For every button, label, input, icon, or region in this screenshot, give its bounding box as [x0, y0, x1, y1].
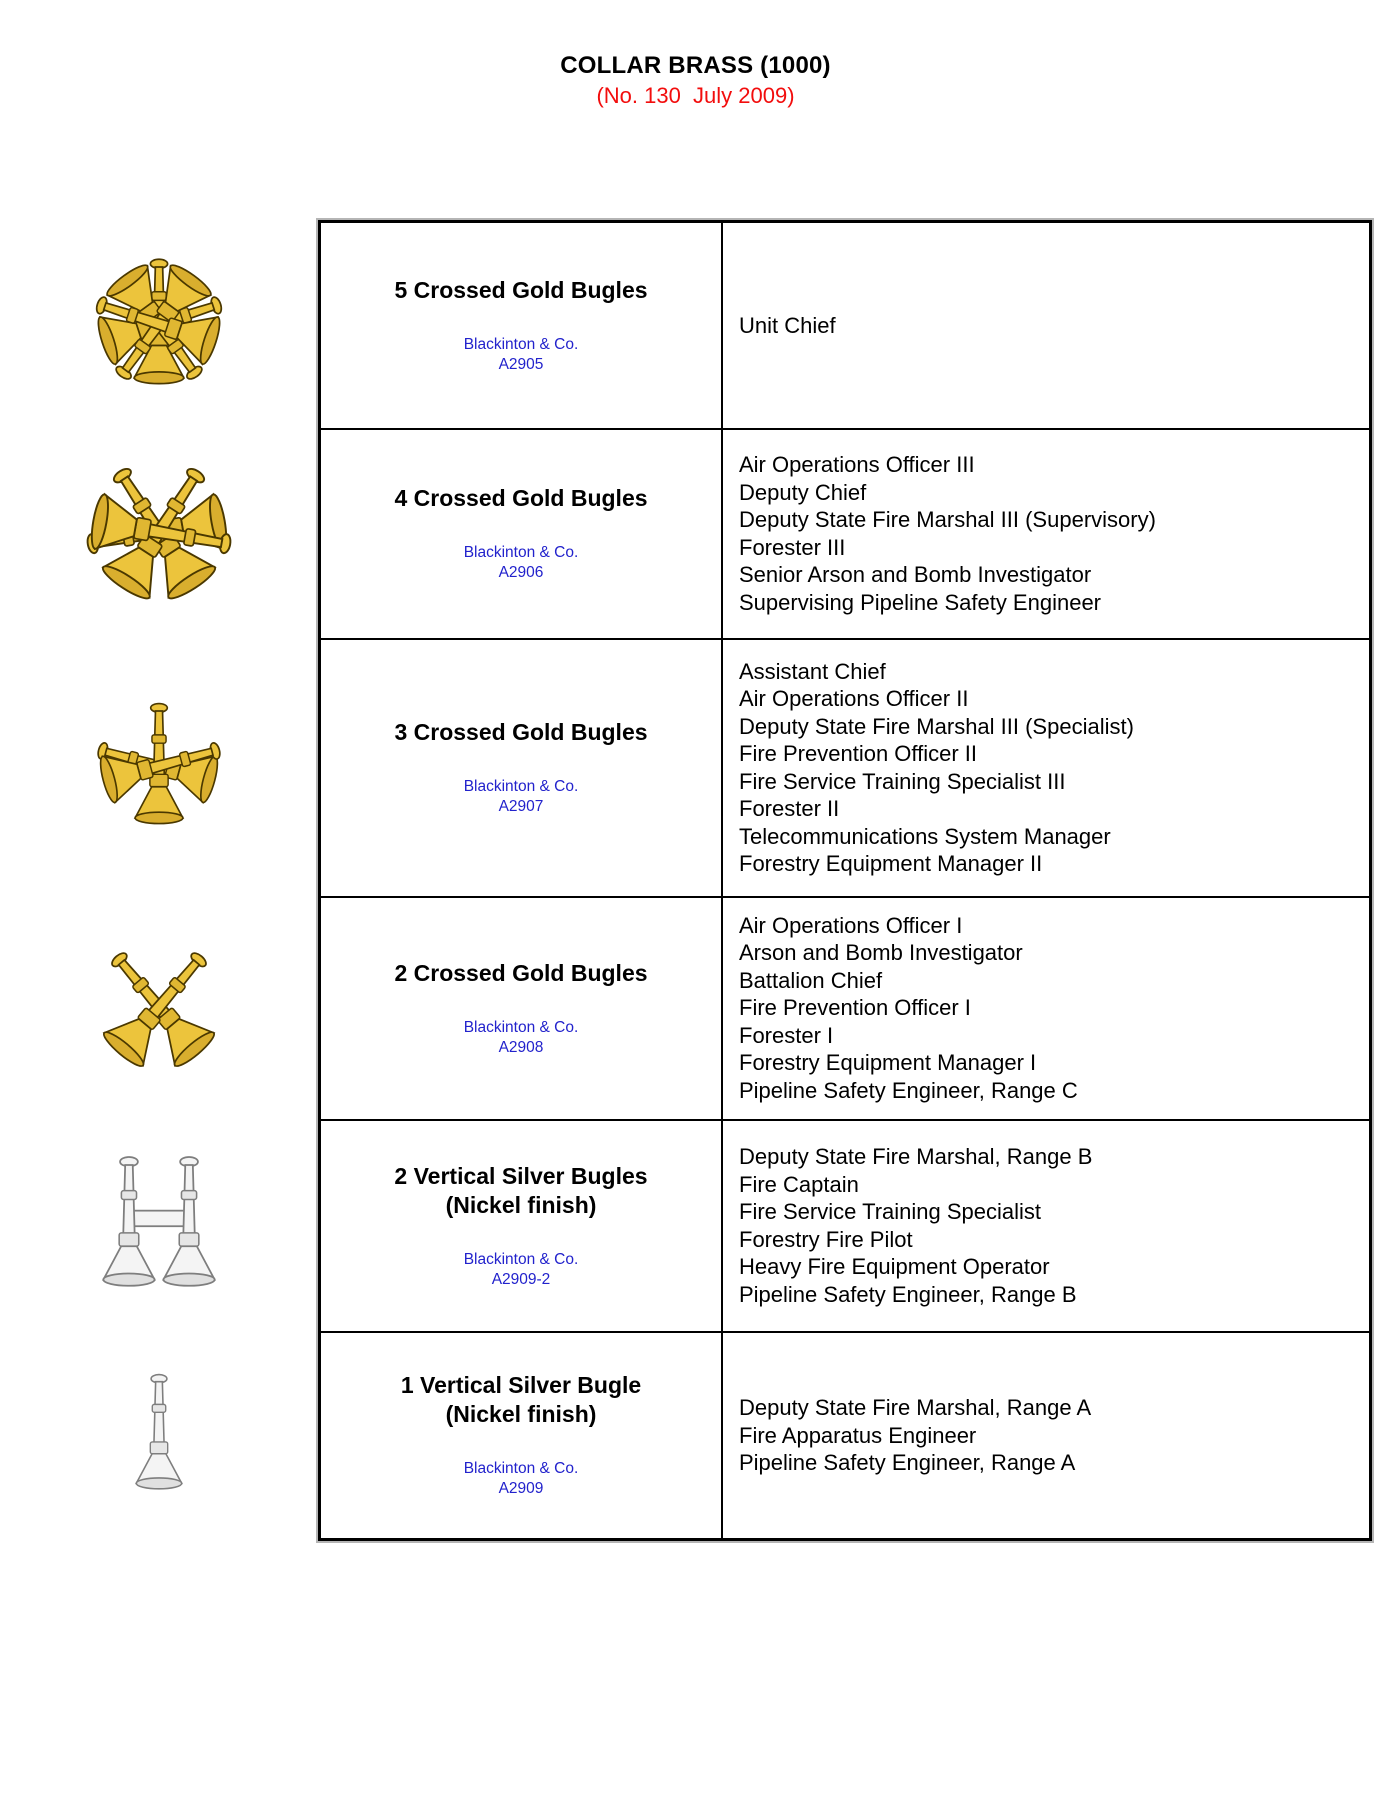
table-row — [320, 429, 1371, 639]
table-row — [320, 897, 1371, 1120]
vendor-block — [331, 777, 711, 817]
table-row — [320, 1332, 1371, 1540]
position-item: Arson and Bomb Investigator — [739, 940, 1023, 966]
position-item: Air Operations Officer III — [739, 452, 975, 477]
collar-brass-table — [318, 220, 1372, 1541]
vendor-block — [331, 1459, 711, 1499]
four-crossed-gold-bugles-icon — [0, 427, 318, 637]
position-item: Forester III — [739, 534, 846, 560]
vendor-name: Blackinton & Co. — [463, 335, 579, 353]
table-row — [320, 639, 1371, 897]
insignia-name: 2 Vertical Silver Bugles — [394, 1162, 648, 1189]
position-item: Battalion Chief — [739, 967, 883, 993]
one-vertical-silver-bugle-icon — [0, 1330, 318, 1538]
page-subtitle: (No. 130 July 2009) — [596, 83, 795, 108]
positions-cell — [722, 1120, 1371, 1332]
part-number: A2906 — [498, 564, 544, 581]
insignia-name: 2 Crossed Gold Bugles — [394, 959, 648, 986]
vendor-name: Blackinton & Co. — [463, 1460, 579, 1478]
insignia-name: 4 Crossed Gold Bugles — [394, 485, 648, 511]
position-item: Fire Service Training Specialist — [739, 1199, 1042, 1224]
position-item: Fire Apparatus Engineer — [739, 1422, 977, 1448]
position-item: Forestry Fire Pilot — [739, 1226, 913, 1252]
insignia-finish: (Nickel finish) — [445, 1401, 597, 1428]
insignia-name: 5 Crossed Gold Bugles — [394, 276, 648, 303]
vendor-name: Blackinton & Co. — [463, 1018, 579, 1036]
insignia-name-cell — [320, 639, 723, 897]
position-item: Supervising Pipeline Safety Engineer — [739, 589, 1102, 615]
part-number: A2909 — [498, 1480, 544, 1498]
position-item: Forestry Equipment Manager I — [739, 1050, 1037, 1076]
position-item: Assistant Chief — [739, 658, 886, 684]
vendor-name: Blackinton & Co. — [463, 778, 579, 795]
position-item: Pipeline Safety Engineer, Range B — [739, 1281, 1077, 1307]
positions-list — [739, 912, 1359, 1105]
part-number: A2908 — [498, 1038, 544, 1056]
position-item: Fire Captain — [739, 1171, 859, 1197]
positions-cell — [722, 897, 1371, 1120]
positions-list — [739, 1143, 1359, 1308]
five-crossed-gold-bugles-icon — [0, 220, 318, 427]
positions-cell — [722, 429, 1371, 639]
insignia-name-cell — [320, 1120, 723, 1332]
position-item: Heavy Fire Equipment Operator — [739, 1254, 1050, 1279]
position-item: Deputy Chief — [739, 479, 867, 505]
vendor-block — [331, 335, 711, 375]
vendor-block — [331, 1250, 711, 1290]
insignia-name-cell — [320, 897, 723, 1120]
vendor-block — [331, 1018, 711, 1058]
table-row — [320, 222, 1371, 429]
three-crossed-gold-bugles-icon — [0, 637, 318, 895]
position-item: Senior Arson and Bomb Investigator — [739, 562, 1092, 587]
positions-list — [739, 451, 1359, 616]
page-title: COLLAR BRASS (1000) — [560, 52, 831, 79]
position-item: Deputy State Fire Marshal III (Supervisory) — [739, 507, 1156, 532]
position-item: Fire Prevention Officer II — [739, 741, 978, 766]
two-crossed-gold-bugles-icon — [0, 895, 318, 1118]
positions-list — [739, 312, 1359, 340]
insignia-finish: (Nickel finish) — [445, 1191, 597, 1218]
positions-list — [739, 1394, 1359, 1477]
position-item: Deputy State Fire Marshal, Range A — [739, 1395, 1092, 1420]
position-item: Deputy State Fire Marshal III (Specialist) — [739, 713, 1134, 739]
page-header — [0, 52, 1391, 109]
vendor-name: Blackinton & Co. — [463, 1250, 579, 1268]
part-number: A2905 — [498, 355, 544, 373]
position-item: Fire Service Training Specialist III — [739, 768, 1066, 794]
position-item: Telecommunications System Manager — [739, 823, 1111, 849]
position-item: Pipeline Safety Engineer, Range C — [739, 1077, 1078, 1103]
position-item: Forester II — [739, 796, 840, 821]
position-item: Pipeline Safety Engineer, Range A — [739, 1450, 1076, 1475]
position-item: Forestry Equipment Manager II — [739, 851, 1043, 876]
positions-cell — [722, 222, 1371, 429]
position-item: Unit Chief — [739, 312, 836, 338]
insignia-name-cell — [320, 429, 723, 639]
vendor-block — [331, 543, 711, 583]
position-item: Fire Prevention Officer I — [739, 995, 971, 1021]
positions-cell — [722, 639, 1371, 897]
positions-cell — [722, 1332, 1371, 1540]
insignia-name: 1 Vertical Silver Bugle — [400, 1372, 642, 1399]
part-number: A2907 — [498, 798, 544, 815]
part-number: A2909-2 — [491, 1270, 551, 1288]
position-item: Forester I — [739, 1022, 834, 1048]
insignia-name-cell — [320, 222, 723, 429]
position-item: Air Operations Officer I — [739, 912, 963, 938]
insignia-name-cell — [320, 1332, 723, 1540]
brass-table-body — [320, 222, 1371, 1540]
vendor-name: Blackinton & Co. — [463, 544, 579, 561]
insignia-name: 3 Crossed Gold Bugles — [394, 719, 648, 745]
position-item: Deputy State Fire Marshal, Range B — [739, 1144, 1093, 1169]
two-vertical-silver-bugles-icon — [0, 1118, 318, 1330]
position-item: Air Operations Officer II — [739, 686, 969, 711]
positions-list — [739, 658, 1359, 878]
table-row — [320, 1120, 1371, 1332]
